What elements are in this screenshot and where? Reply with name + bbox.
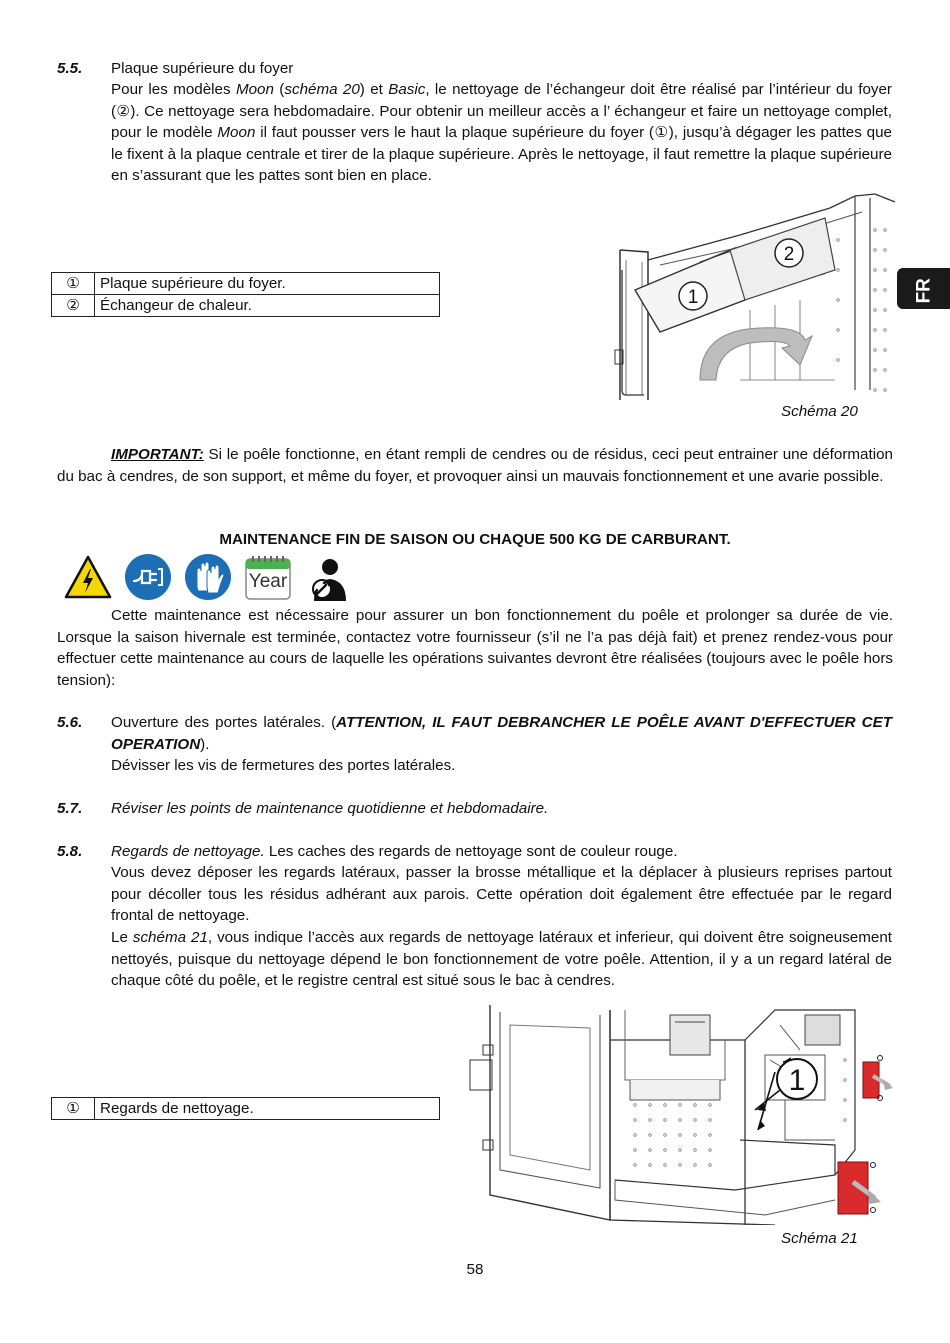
figure-caption-schema-20: Schéma 20 [781,403,858,420]
language-label: FR [913,278,935,304]
section-5-8-title: Regards de nettoyage. Les caches des regards de nettoyage sont de couleur rouge. [111,843,678,860]
section-5-5-paragraph: Pour les modèles Moon (schéma 20) et Basic, le nettoyage de l’échangeur doit être réalisé par l’intérieur du foyer (②). Ce nettoyage sera hebdomadaire. Pour obtenir un meilleur accès a l’ échangeur et faire un nettoyage complet, pour le modèle Moon il faut pousser vers le haut la plaque supérieure du foyer (①), jusqu’à dégager les pattes que le fixent à la plaque centrale et tirer de la plaque supérieure. Après le nettoyage, il faut remettre la plaque supérieure en s’assurant que les pattes sont bien en place. [111,81,892,184]
section-5-6-text: Ouverture des portes latérales. (ATTENTION, IL FAUT DEBRANCHER LE POÊLE AVANT D'EFFECTUER CET OPERATION). [111,714,892,753]
section-5-6-line2: Dévisser les vis de fermetures des portes latérales. [111,757,456,774]
schema-21-illustration [465,1000,895,1225]
legend-row [52,295,440,317]
unplug-power-icon [124,553,172,601]
section-number-5-7: 5.7. [57,800,83,817]
electric-hazard-icon [64,554,112,602]
year-label: Year [248,571,288,592]
section-number-5-5: 5.5. [57,60,83,77]
legend-text: Regards de nettoyage. [95,1098,440,1120]
section-5-7-text: Réviser les points de maintenance quotidienne et hebdomadaire. [111,800,549,817]
legend-row [52,1098,440,1120]
page-number: 58 [466,1261,484,1278]
legend-table-schema-20 [51,272,440,317]
maintenance-paragraph: Cette maintenance est nécessaire pour assurer un bon fonctionnement du poêle et prolonger sa durée de vie. Lorsque la saison hivernale est terminée, contactez votre fournisseur (s’il ne l’a pas déjà fait) et prenez rendez-vous pour effectuer cette maintenance au cours de laquelle les opérations suivantes devront être réalisées (toujours avec le poêle hors tension): [57,607,893,689]
callout-1-label: 1 [788,1064,806,1097]
legend-key: ② [52,295,95,317]
section-5-8-paragraph-2: Le schéma 21, vous indique l’accès aux regards de nettoyage latéraux et inferieur, qui doivent être soigneusement nettoyés, puisque du nettoyage dépend le bon fonctionnement de votre poêle. Attention, il y a un regard latéral de chaque côté du poêle, et le registre central est situé sous le bac à cendres. [111,929,892,989]
legend-key: ① [52,273,95,295]
maintenance-title: MAINTENANCE FIN DE SAISON OU CHAQUE 500 KG DE CARBURANT. [219,531,731,548]
legend-key: ① [52,1098,95,1120]
technician-service-icon [304,555,352,603]
callout-2-label: 2 [783,244,795,265]
language-tab [897,268,950,309]
legend-text: Plaque supérieure du foyer. [95,273,440,295]
legend-row [52,273,440,295]
section-number-5-8: 5.8. [57,843,83,860]
section-number-5-6: 5.6. [57,714,83,731]
schema-20-illustration [600,190,895,402]
section-title-5-5: Plaque supérieure du foyer [111,60,294,77]
legend-text: Échangeur de chaleur. [95,295,440,317]
yearly-calendar-icon [244,553,292,601]
callout-1-label: 1 [687,287,699,308]
important-note [57,444,893,487]
important-label: IMPORTANT: [111,446,204,463]
legend-table-schema-21 [51,1097,440,1120]
section-5-8-paragraph-1: Vous devez déposer les regards latéraux, passer la brosse métallique et la déplacer à plusieurs reprises partout pour décoller tous les résidus adhérant aux parois. Cette opération doit également être effectuée par le regard frontal de nettoyage. [111,864,892,924]
wear-gloves-icon [184,553,232,601]
important-text: Si le poêle fonctionne, en étant rempli de cendres ou de résidus, ceci peut entrainer une déformation du bac à cendres, de son support, et même du foyer, et provoquer ainsi un mauvais fonctionnement et une avarie possible. [57,446,893,485]
figure-caption-schema-21: Schéma 21 [781,1230,858,1247]
